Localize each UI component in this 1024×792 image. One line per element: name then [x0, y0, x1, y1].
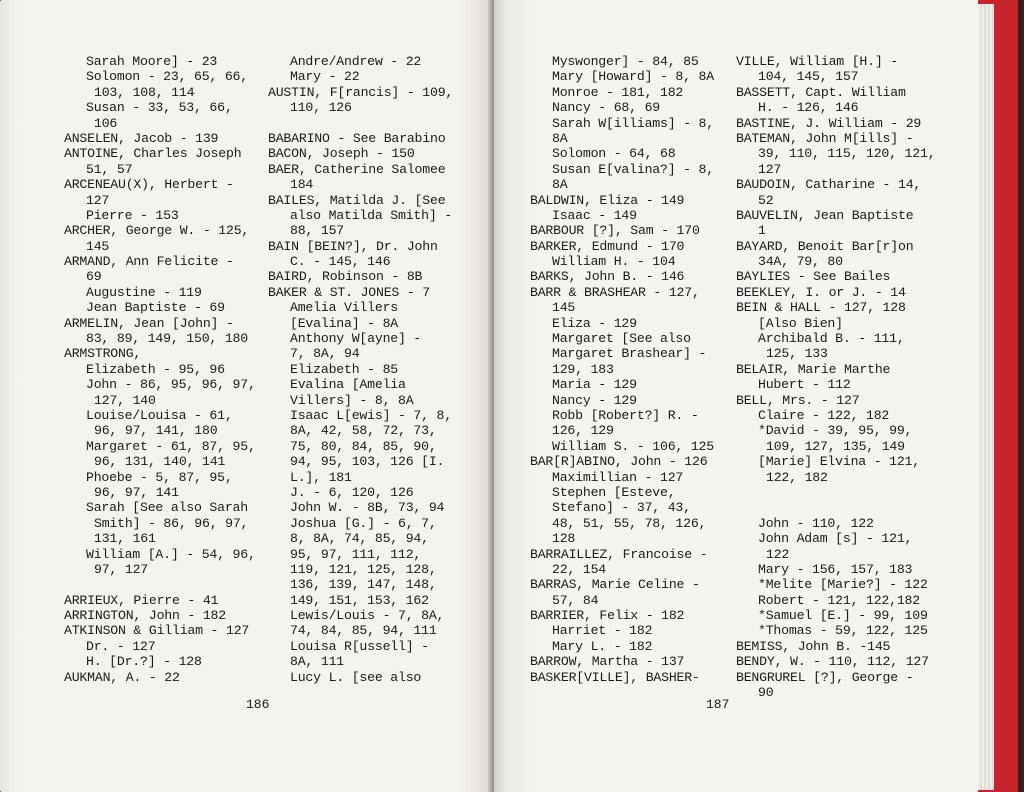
index-entry: ARCENEAU(X), Herbert - — [64, 177, 234, 193]
index-entry: H. - 126, 146 — [758, 100, 859, 116]
index-entry: 95, 97, 111, 112, — [290, 546, 422, 562]
index-entry: BARKS, John B. - 146 — [530, 269, 685, 285]
index-entry: Susan E[valina?] - 8, — [552, 161, 714, 177]
index-entry: Robb [Robert?] R. - — [552, 407, 699, 423]
index-entry: Isaac L[ewis] - 7, 8, — [290, 407, 452, 423]
index-entry: Susan - 33, 53, 66, — [86, 100, 233, 116]
index-entry: 57, 84 — [552, 592, 599, 608]
index-entry: Monroe - 181, 182 — [552, 84, 684, 100]
index-entry: Margaret [See also — [552, 331, 691, 347]
index-entry: ARCHER, George W. - 125, — [64, 223, 250, 239]
index-entry: Stefano] - 37, 43, — [552, 500, 691, 516]
index-entry: 110, 126 — [290, 100, 352, 116]
index-entry: 127, 140 — [94, 392, 156, 408]
page-number-right: 187 — [706, 697, 730, 712]
index-entry: BALDWIN, Eliza - 149 — [530, 192, 685, 208]
index-entry: BEMISS, John B. -145 — [736, 638, 891, 654]
index-entry: [Also Bien] — [758, 315, 843, 331]
index-entry: ANSELEN, Jacob - 139 — [64, 130, 219, 146]
index-entry: 122 — [766, 546, 790, 562]
index-entry: BASTINE, J. William - 29 — [736, 115, 922, 131]
index-entry: Elizabeth - 95, 96 — [86, 361, 225, 377]
index-entry: 136, 139, 147, 148, — [290, 577, 437, 593]
index-entry: BAIRD, Robinson - 8B — [268, 269, 423, 285]
index-entry: 126, 129 — [552, 423, 614, 439]
blank-line — [64, 577, 256, 592]
index-entry: Jean Baptiste - 69 — [86, 300, 225, 316]
index-entry: Lucy L. [see also — [290, 669, 422, 685]
index-entry: Robert - 121, 122,182 — [758, 592, 920, 608]
index-entry: Isaac - 149 — [552, 207, 637, 223]
index-entry: BELL, Mrs. - 127 — [736, 392, 860, 408]
index-entry: 145 — [86, 238, 110, 254]
index-entry: Nancy - 129 — [552, 392, 637, 408]
index-entry: BAYARD, Benoit Bar[r]on — [736, 238, 914, 254]
index-entry: BENGRUREL [?], George - — [736, 669, 914, 685]
index-entry: BASSETT, Capt. William — [736, 84, 906, 100]
index-entry: BAR[R]ABINO, John - 126 — [530, 454, 708, 470]
index-entry: 128 — [552, 531, 576, 547]
index-entry: William H. - 104 — [552, 254, 676, 270]
index-entry: 52 — [758, 192, 774, 208]
index-entry: ARRINGTON, John - 182 — [64, 608, 226, 624]
index-entry: Evalina [Amelia — [290, 377, 406, 393]
index-entry: Stephen [Esteve, — [552, 484, 676, 500]
index-entry: 1 — [758, 223, 766, 239]
index-entry: ARRIEUX, Pierre - 41 — [64, 592, 219, 608]
index-entry: Louisa R[ussell] - — [290, 638, 429, 654]
index-entry: ANTOINE, Charles Joseph — [64, 146, 242, 162]
index-column-right-2 — [736, 54, 935, 700]
index-entry: 184 — [290, 177, 314, 193]
index-entry: Claire - 122, 182 — [758, 407, 890, 423]
index-entry: BELAIR, Marie Marthe — [736, 361, 891, 377]
index-entry: 22, 154 — [552, 561, 606, 577]
index-column-right-1 — [530, 54, 714, 685]
index-entry: Solomon - 23, 65, 66, — [86, 69, 248, 85]
index-entry: BAKER & ST. JONES - 7 — [268, 284, 430, 300]
index-entry: 8A, 42, 58, 72, 73, — [290, 423, 437, 439]
index-entry: BARROW, Martha - 137 — [530, 654, 685, 670]
index-entry: John - 110, 122 — [758, 515, 874, 531]
index-entry: 48, 51, 55, 78, 126, — [552, 515, 707, 531]
index-entry: 75, 80, 84, 85, 90, — [290, 438, 437, 454]
index-entry: Mary L. - 182 — [552, 638, 653, 654]
index-entry: BAIN [BEIN?], Dr. John — [268, 238, 438, 254]
index-entry: Sarah Moore] - 23 — [86, 54, 218, 69]
index-entry: 96, 131, 140, 141 — [94, 454, 226, 470]
index-entry: 122, 182 — [766, 469, 828, 485]
index-entry: Smith] - 86, 96, 97, — [94, 515, 249, 531]
index-entry: 7, 8A, 94 — [290, 346, 360, 362]
right-page — [494, 0, 978, 792]
blank-line — [736, 500, 935, 515]
left-page — [0, 0, 494, 792]
index-entry: Mary - 156, 157, 183 — [758, 561, 913, 577]
index-entry: 51, 57 — [86, 161, 133, 177]
index-entry: John - 86, 95, 96, 97, — [86, 377, 256, 393]
index-entry: Dr. - 127 — [86, 638, 156, 654]
index-entry: *Thomas - 59, 122, 125 — [758, 623, 928, 639]
index-entry: Archibald B. - 111, — [758, 331, 905, 347]
index-entry: ATKINSON & Gilliam - 127 — [64, 623, 250, 639]
index-entry: 96, 97, 141, 180 — [94, 423, 218, 439]
blank-line — [736, 485, 935, 500]
index-entry: 106 — [94, 115, 118, 131]
index-entry: Hubert - 112 — [758, 377, 851, 393]
index-entry: BABARINO - See Barabino — [268, 130, 446, 146]
index-entry: Andre/Andrew - 22 — [290, 54, 422, 69]
index-entry: 109, 127, 135, 149 — [766, 438, 905, 454]
index-entry: 127 — [758, 161, 782, 177]
index-entry: BAER, Catherine Salomee — [268, 161, 446, 177]
index-entry: Anthony W[ayne] - — [290, 331, 422, 347]
index-entry: Villers] - 8, 8A — [290, 392, 414, 408]
index-entry: BAUDOIN, Catharine - 14, — [736, 177, 922, 193]
index-entry: Margaret Brashear] - — [552, 346, 707, 362]
blank-line — [268, 116, 453, 131]
index-entry: L.], 181 — [290, 469, 352, 485]
index-entry: *Melite [Marie?] - 122 — [758, 577, 928, 593]
index-entry: 34A, 79, 80 — [758, 254, 843, 270]
index-entry: Pierre - 153 — [86, 207, 179, 223]
index-entry: 8, 8A, 74, 85, 94, — [290, 531, 429, 547]
index-entry: ARMSTRONG, — [64, 346, 142, 362]
index-entry: Mary - 22 — [290, 69, 360, 85]
index-entry: BATEMAN, John M[ills] - — [736, 130, 914, 146]
index-entry: Margaret - 61, 87, 95, — [86, 438, 256, 454]
index-entry: Elizabeth - 85 — [290, 361, 398, 377]
index-entry: BAYLIES - See Bailes — [736, 269, 891, 285]
index-entry: *Samuel [E.] - 99, 109 — [758, 608, 928, 624]
index-entry: Myswonger] - 84, 85 — [552, 54, 699, 69]
index-entry: 8A — [552, 130, 568, 146]
index-entry: 129, 183 — [552, 361, 614, 377]
index-entry: 96, 97, 141 — [94, 484, 179, 500]
index-column-left-1 — [64, 54, 256, 685]
index-entry: BARRAS, Marie Celine - — [530, 577, 700, 593]
index-entry: AUKMAN, A. - 22 — [64, 669, 180, 685]
index-entry: Amelia Villers — [290, 300, 398, 316]
index-entry: Augustine - 119 — [86, 284, 202, 300]
index-entry: 131, 161 — [94, 531, 156, 547]
index-entry: 103, 108, 114 — [94, 84, 195, 100]
index-entry: J. - 6, 120, 126 — [290, 484, 414, 500]
index-entry: Sarah W[illiams] - 8, — [552, 115, 714, 131]
index-entry: BARRIER, Felix - 182 — [530, 608, 685, 624]
index-entry: BARRAILLEZ, Francoise - — [530, 546, 708, 562]
index-entry: 74, 84, 85, 94, 111 — [290, 623, 437, 639]
index-entry: BAUVELIN, Jean Baptiste — [736, 207, 914, 223]
index-entry: *David - 39, 95, 99, — [758, 423, 913, 439]
index-entry: BEIN & HALL - 127, 128 — [736, 300, 906, 316]
index-entry: Eliza - 129 — [552, 315, 637, 331]
index-entry: 88, 157 — [290, 223, 344, 239]
index-entry: BEEKLEY, I. or J. - 14 — [736, 284, 906, 300]
index-entry: Harriet - 182 — [552, 623, 653, 639]
index-entry: 83, 89, 149, 150, 180 — [86, 331, 248, 347]
index-entry: Solomon - 64, 68 — [552, 146, 676, 162]
index-entry: AUSTIN, F[rancis] - 109, — [268, 84, 454, 100]
page-edges — [978, 0, 1024, 792]
index-entry: 125, 133 — [766, 346, 828, 362]
index-entry: Mary [Howard] - 8, 8A — [552, 69, 714, 85]
index-entry: Lewis/Louis - 7, 8A, — [290, 608, 445, 624]
index-entry: 94, 95, 103, 126 [I. — [290, 454, 445, 470]
index-entry: John Adam [s] - 121, — [758, 531, 913, 547]
index-entry: Louise/Louisa - 61, — [86, 407, 233, 423]
index-entry: John W. - 8B, 73, 94 — [290, 500, 445, 516]
index-entry: VILLE, William [H.] - — [736, 54, 898, 69]
index-entry: 97, 127 — [94, 561, 148, 577]
index-entry: William [A.] - 54, 96, — [86, 546, 256, 562]
index-entry: 145 — [552, 300, 576, 316]
index-entry: 127 — [86, 192, 110, 208]
index-entry: 8A — [552, 177, 568, 193]
index-entry: H. [Dr.?] - 128 — [86, 654, 202, 670]
index-entry: Maximillian - 127 — [552, 469, 684, 485]
index-entry: Nancy - 68, 69 — [552, 100, 660, 116]
index-entry: ARMELIN, Jean [John] - — [64, 315, 234, 331]
index-column-left-2 — [268, 54, 453, 685]
index-entry: Maria - 129 — [552, 377, 637, 393]
index-entry: BARKER, Edmund - 170 — [530, 238, 685, 254]
index-entry: ARMAND, Ann Felicite - — [64, 254, 234, 270]
index-entry: William S. - 106, 125 — [552, 438, 714, 454]
index-entry: BENDY, W. - 110, 112, 127 — [736, 654, 929, 670]
index-entry: 149, 151, 153, 162 — [290, 592, 429, 608]
index-entry: 104, 145, 157 — [758, 69, 859, 85]
index-entry: [Evalina] - 8A — [290, 315, 398, 331]
index-entry: also Matilda Smith] - — [290, 207, 452, 223]
index-entry: BARBOUR [?], Sam - 170 — [530, 223, 700, 239]
index-entry: C. - 145, 146 — [290, 254, 391, 270]
index-entry: 119, 121, 125, 128, — [290, 561, 437, 577]
index-entry: BAILES, Matilda J. [See — [268, 192, 446, 208]
index-entry: 8A, 111 — [290, 654, 344, 670]
index-entry: BASKER[VILLE], BASHER- — [530, 669, 700, 685]
index-entry: Phoebe - 5, 87, 95, — [86, 469, 233, 485]
index-entry: 69 — [86, 269, 102, 285]
index-entry: Joshua [G.] - 6, 7, — [290, 515, 437, 531]
page-number-left: 186 — [246, 697, 270, 712]
index-entry: BACON, Joseph - 150 — [268, 146, 415, 162]
index-entry: 90 — [758, 685, 774, 701]
index-entry: Sarah [See also Sarah — [86, 500, 248, 516]
index-entry: [Marie] Elvina - 121, — [758, 454, 920, 470]
index-entry: BARR & BRASHEAR - 127, — [530, 284, 700, 300]
index-entry: 39, 110, 115, 120, 121, — [758, 146, 936, 162]
